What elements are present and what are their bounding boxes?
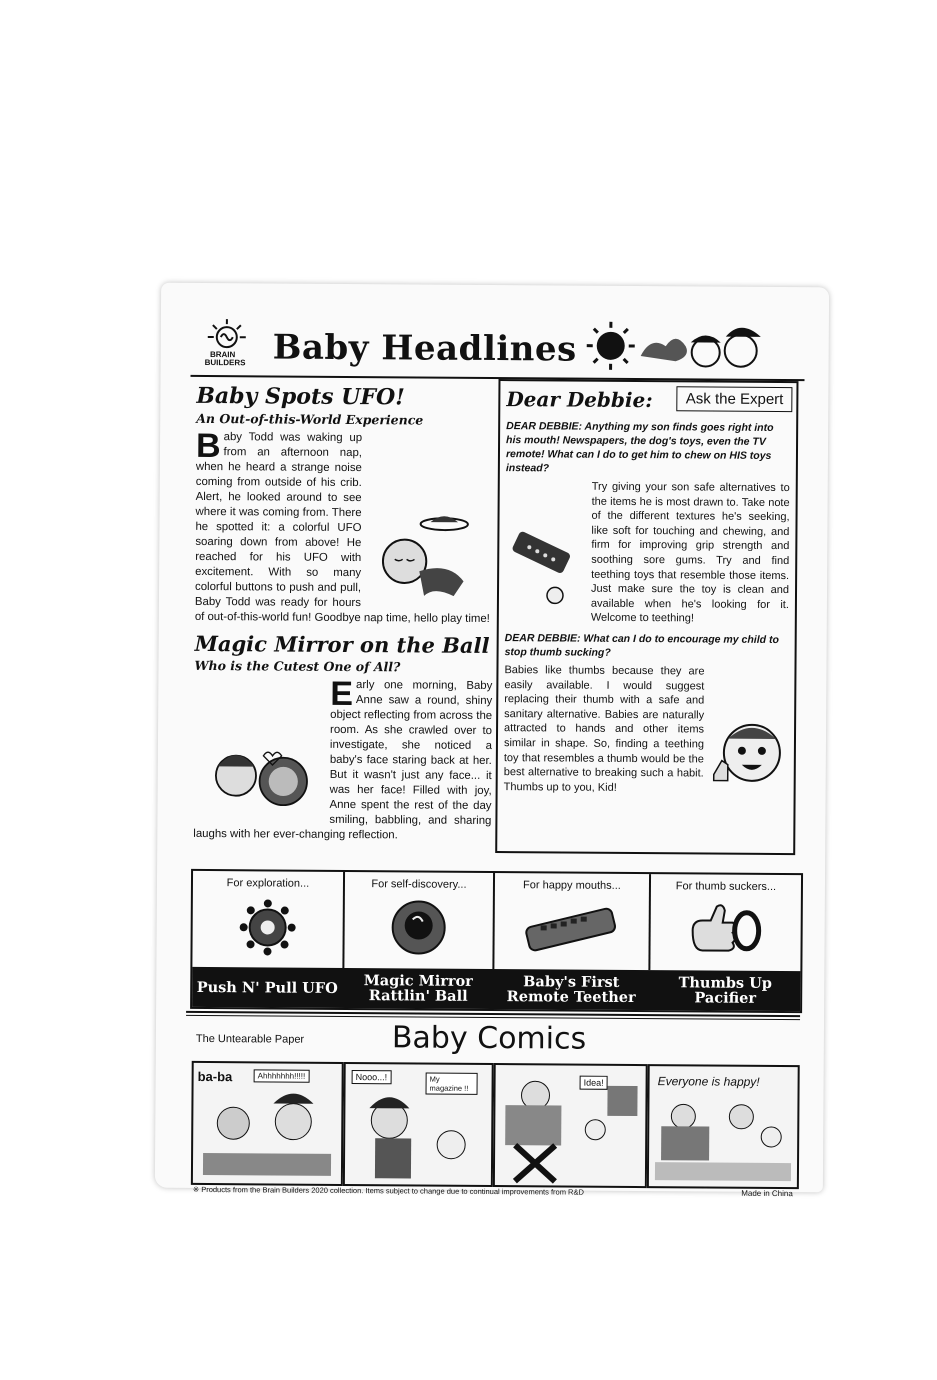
comics-tagline: The Untearable Paper: [195, 1032, 305, 1046]
comic-panel-2: [343, 1062, 494, 1187]
comic-bubble: Ahhhhhhh!!!!!: [254, 1069, 310, 1082]
footer-note: ※ Products from the Brain Builders 2020 collection. Items subject to change due to continual improvements from R&D: [192, 1184, 584, 1197]
comics-title: Baby Comics: [391, 1020, 587, 1057]
ufo-body-text: aby Todd was waking up from an afternoon nap, when he heard a strange noise coming from outside of his crib. Alert, he looked around to see where it was coming from. There he spotted it: a colorful UFO soaring down from above! He reached for his UFO with excitement. With so many colorful buttons to push and pull, Baby Todd was ready for hours of out-of-this-world fun! Goodbye nap time, hello play time!: [194, 431, 490, 625]
comic-bubble: ba-ba: [197, 1068, 233, 1085]
comic-bubble: Everyone is happy!: [657, 1074, 760, 1089]
mirror-headline: Magic Mirror on the Ball: [194, 630, 490, 658]
ufo-article: [195, 383, 495, 633]
question-2: DEAR DEBBIE: What can I do to encourage my child to stop thumb sucking?: [504, 632, 779, 659]
dear-debbie-title: Dear Debbie:: [506, 387, 653, 413]
comic-bubble: My magazine !!: [426, 1073, 478, 1095]
product-thumb-pacifier: [650, 874, 801, 971]
made-in-label: Made in China: [741, 1188, 793, 1199]
dear-debbie-column: [495, 379, 798, 855]
dear-debbie-content: [504, 419, 791, 796]
product-remote-teether: [494, 873, 651, 970]
ufo-subhead: An Out-of-this-World Experience: [196, 410, 424, 428]
comic-bubble: Idea!: [580, 1076, 608, 1090]
ufo-dropcap: B: [195, 426, 221, 466]
thumbs-up-baby-illustration: [708, 714, 789, 795]
product-name-bar: [192, 967, 800, 1011]
product-ufo: [192, 871, 345, 968]
comic-illustration: [649, 1066, 798, 1187]
ask-the-expert-tag: Ask the Expert: [677, 386, 793, 412]
baby-ufo-illustration: [365, 511, 494, 602]
comic-illustration: [193, 1063, 342, 1184]
remote-puppy-illustration: [505, 531, 586, 612]
product-name: Baby's First Remote Teether: [506, 973, 636, 1007]
answer-1: Try giving your son safe alternatives to the items he is most drawn to. Take note of the different textures he's seeking, like soft for touching and chewing, and firm for improving grip strength and soothing sore gums. Try and find teething toys that resemble those items. Just make sure the toy is clean and available when he's looking for it. Welcome to teething!: [590, 480, 790, 625]
logo-text: BRAIN BUILDERS: [204, 350, 246, 368]
mirror-subhead: Who is the Cutest One of All?: [194, 657, 401, 675]
masthead-title: Baby Headlines: [272, 327, 577, 370]
comic-panel-3: [493, 1063, 648, 1188]
comic-bubble: Nooo...!: [352, 1070, 392, 1084]
mirror-ball-icon: [388, 896, 448, 958]
left-column: [193, 383, 494, 844]
remote-teether-icon: [520, 903, 620, 954]
mirror-dropcap: E: [330, 674, 354, 714]
product-name: Thumbs Up Pacifier: [678, 974, 773, 1007]
product-label: For exploration...: [226, 877, 310, 890]
comic-illustration: [495, 1065, 646, 1186]
mirror-body-text: arly one morning, Baby Anne saw a round, shiny object reflecting from across the room. As she crawled over to investigate, she noticed a baby's face staring back at her. But it wasn't just any face... it was her face! Filled with joy, Anne spent the rest of the day smiling, babbling, and sharing laughs with her ever-changing reflection.: [193, 679, 493, 842]
mirror-article: [193, 631, 492, 844]
ufo-toy-icon: [237, 897, 297, 957]
product-name: Magic Mirror Rattlin' Ball: [363, 972, 473, 1005]
product-name: Push N' Pull UFO: [196, 978, 338, 997]
product-label: For thumb suckers...: [675, 880, 777, 893]
thumb-pacifier-icon: [684, 900, 764, 961]
question-1: DEAR DEBBIE: Anything my son finds goes right into his mouth! Newspapers, the dog's toys, even the TV remote! What can I do to get him to chew on HIS toys instead?: [505, 420, 774, 475]
ufo-headline: Baby Spots UFO!: [196, 382, 405, 411]
comic-panel-4: [647, 1064, 800, 1189]
comic-panel-1: [191, 1061, 344, 1186]
comic-illustration: [345, 1064, 492, 1185]
product-label: For happy mouths...: [523, 879, 621, 892]
product-label: For self-discovery...: [371, 878, 467, 891]
products-strip: [190, 869, 803, 1013]
answer-2: Babies like thumbs because they are easily available. I would suggest replacing their thumb with a safe and sanitary alternative. Babies are naturally attracted to hands and other items similar in shape. So, finding a teething toy that resembles a thumb would be the best alternative to breaking such a habit. Thumbs up to you, Kid!: [503, 664, 705, 794]
masthead-illustration: [581, 316, 781, 377]
newspaper-cloth-book: [155, 283, 829, 1199]
product-mirror-ball: [344, 872, 495, 969]
baby-mirror-illustration: [193, 739, 324, 822]
